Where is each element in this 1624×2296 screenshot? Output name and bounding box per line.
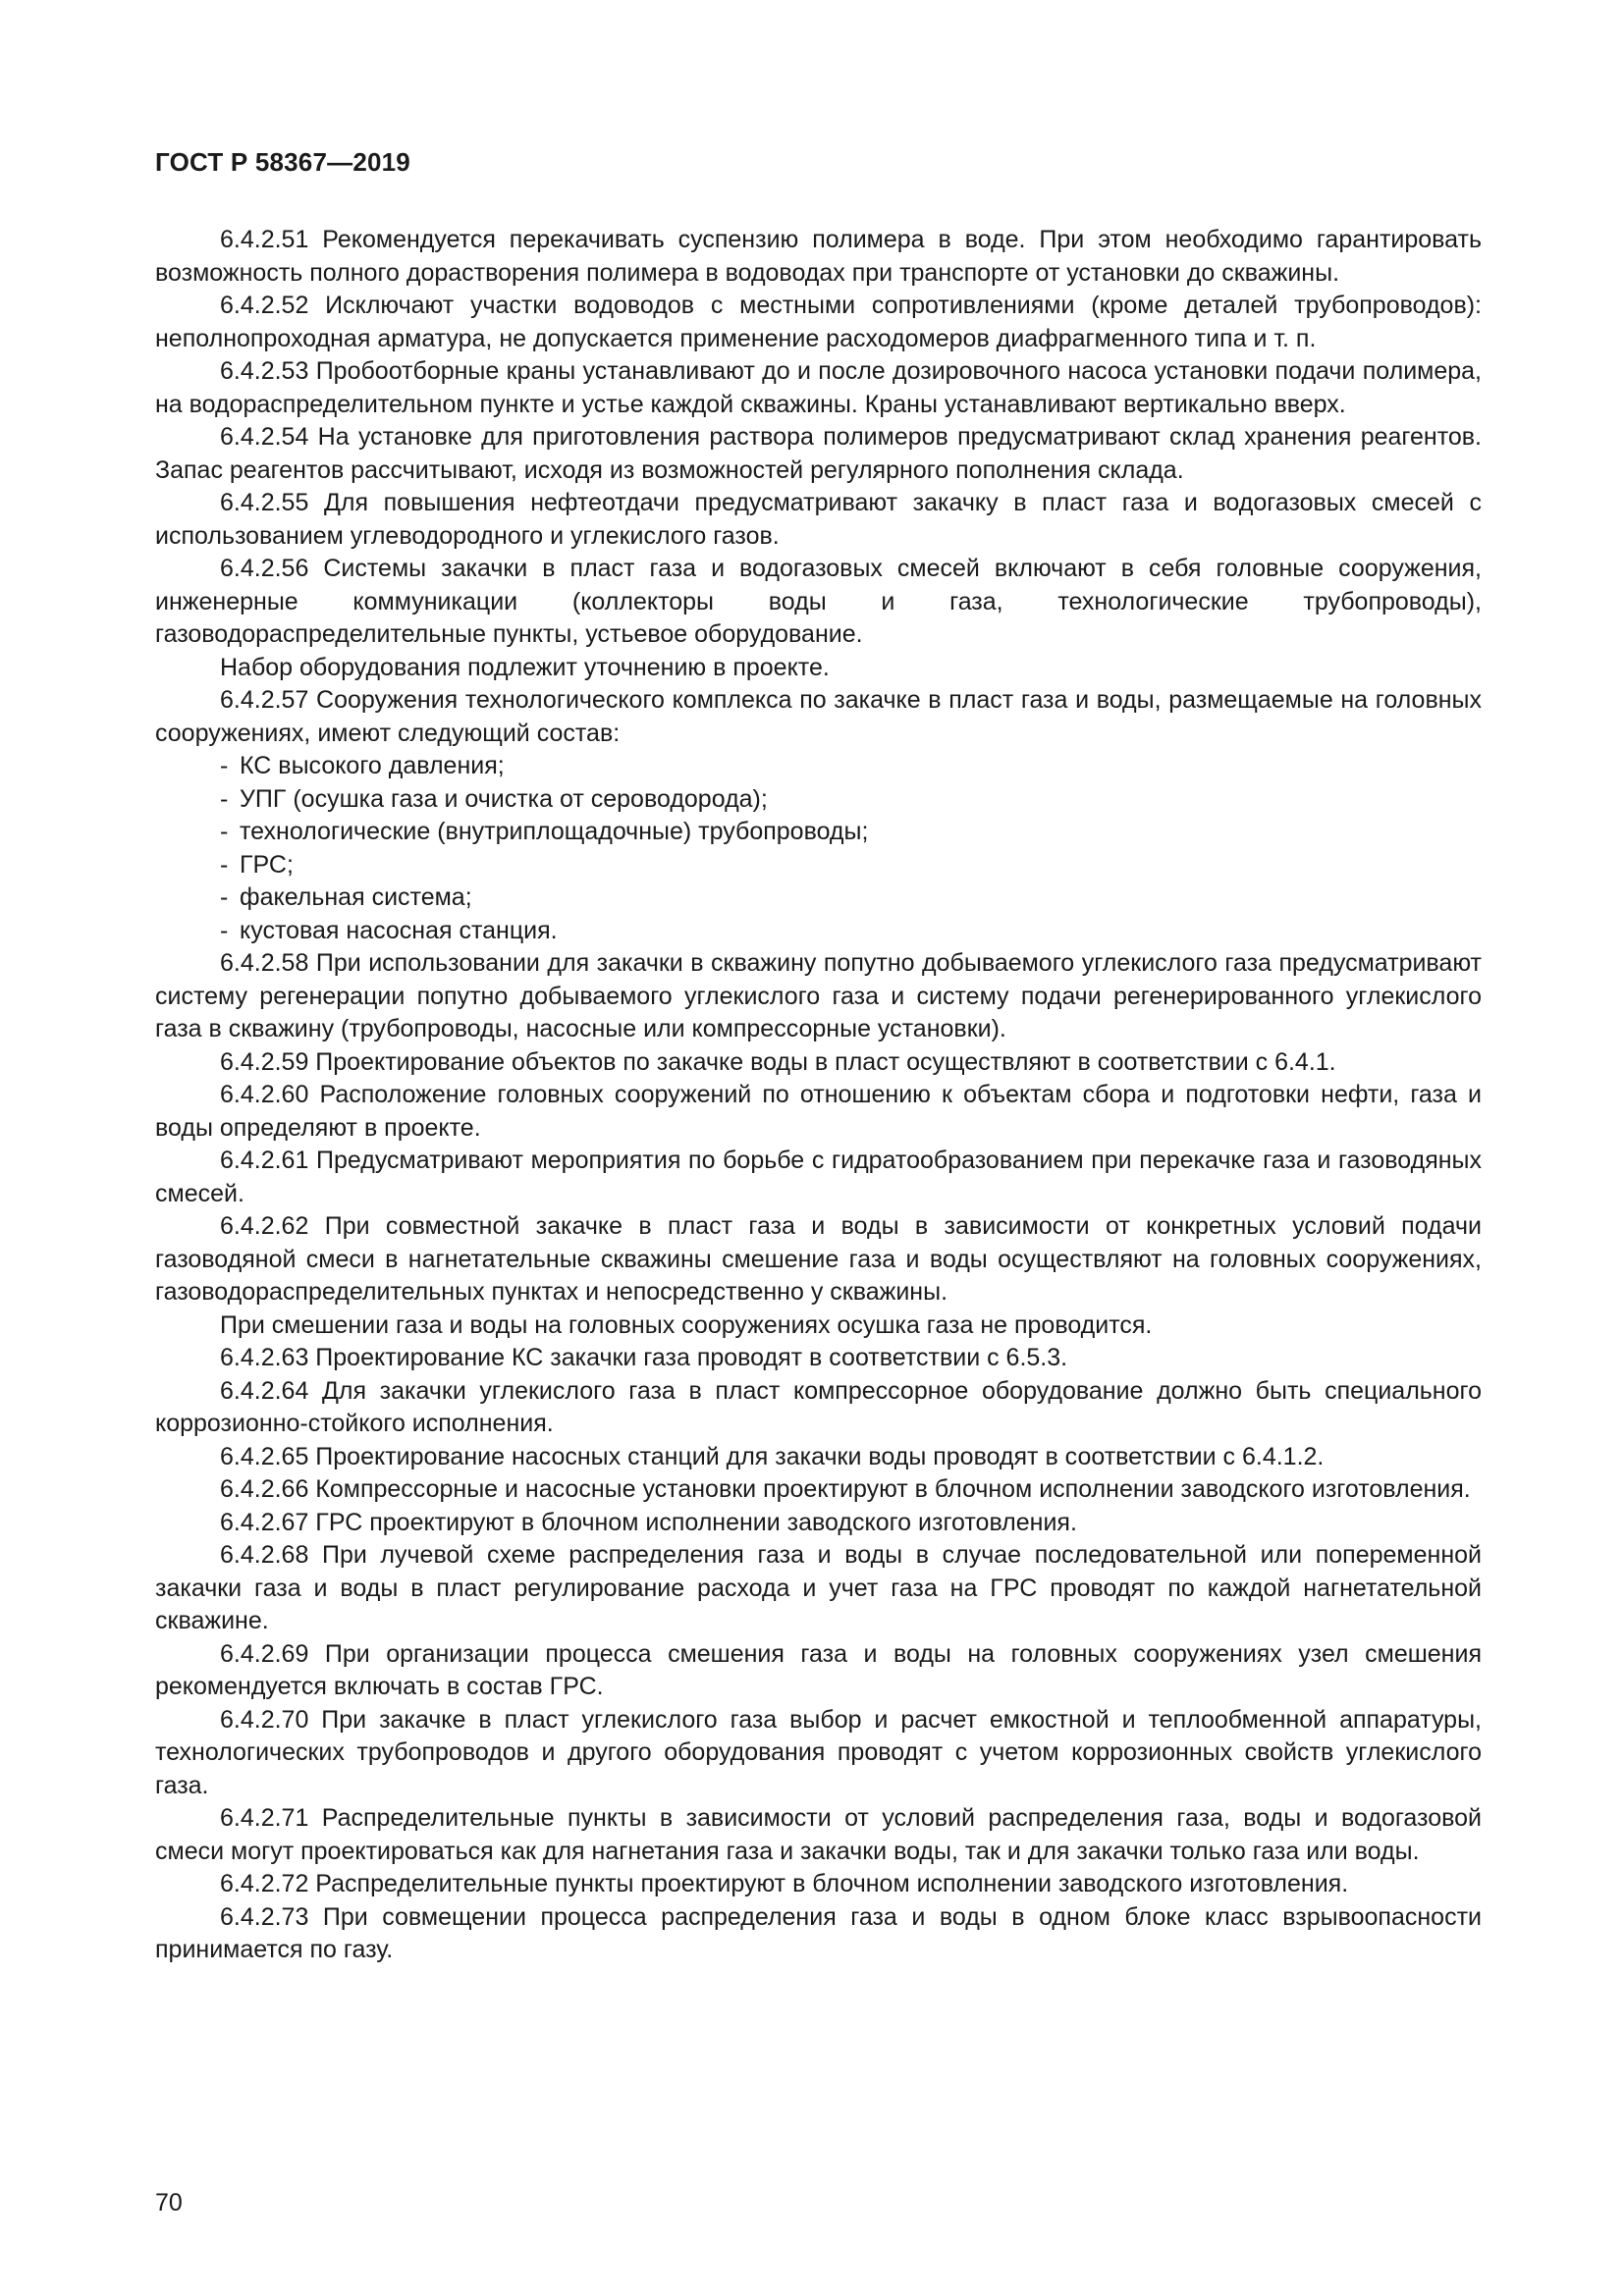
paragraph-6-4-2-53: 6.4.2.53 Пробоотборные краны устанавливают до и после дозировочного насоса установки подачи полимера, на водораспределительном пункте и устье каждой скважины. Краны устанавливают вертикально вверх.: [155, 357, 1482, 418]
document-header-title: ГОСТ Р 58367—2019: [155, 147, 410, 177]
paragraph-6-4-2-51: 6.4.2.51 Рекомендуется перекачивать суспензию полимера в воде. При этом необходимо гарантировать возможность полного дорастворения полимера в водоводах при транспорте от установки до скважины.: [155, 226, 1482, 287]
paragraph-6-4-2-64: 6.4.2.64 Для закачки углекислого газа в пласт компрессорное оборудование должно быть специального коррозионно-стойкого исполнения.: [155, 1376, 1482, 1437]
paragraph-6-4-2-61: 6.4.2.61 Предусматривают мероприятия по борьбе с гидратообразованием при перекачке газа и газоводяных смесей.: [155, 1147, 1482, 1207]
paragraph-6-4-2-73: 6.4.2.73 При совмещении процесса распределения газа и воды в одном блоке класс взрывоопасности принимается по газу.: [155, 1902, 1482, 1963]
paragraph-6-4-2-52: 6.4.2.52 Исключают участки водоводов с местными сопротивлениями (кроме деталей трубопроводов): неполнопроходная арматура, не допускается применение расходомеров диафрагменного типа и т. п.: [155, 292, 1482, 352]
paragraph-6-4-2-60: 6.4.2.60 Расположение головных сооружений по отношению к объектам сбора и подготовки нефти, газа и воды определяют в проекте.: [155, 1081, 1482, 1142]
paragraph-6-4-2-72: 6.4.2.72 Распределительные пункты проектируют в блочном исполнении заводского изготовления.: [220, 1870, 1349, 1897]
paragraph-6-4-2-71: 6.4.2.71 Распределительные пункты в зависимости от условий распределения газа, воды и водогазовой смеси могут проектироваться как для нагнетания газа и закачки воды, так и для закачки только газа или воды.: [155, 1804, 1482, 1865]
paragraph-6-4-2-57: 6.4.2.57 Сооружения технологического комплекса по закачке в пласт газа и воды, размещаемые на головных сооружениях, имеют следующий состав:: [155, 686, 1482, 747]
list-item: - технологические (внутриплощадочные) трубопроводы;: [220, 816, 1482, 849]
paragraph-6-4-2-59: 6.4.2.59 Проектирование объектов по закачке воды в пласт осуществляют в соответствии с 6.4.1.: [220, 1047, 1336, 1076]
list-item: - кустовая насосная станция.: [220, 915, 1482, 948]
paragraph-6-4-2-62: 6.4.2.62 При совместной закачке в пласт газа и воды в зависимости от конкретных условий подачи газоводяной смеси в нагнетательные скважины смешение газа и воды осуществляют на головных сооружениях, газоводораспределительных пунктах и непосредственно у скважины.: [155, 1212, 1482, 1306]
list-item: - факельная система;: [220, 881, 1482, 915]
page-number: 70: [155, 2189, 183, 2216]
list-item: - УПГ (осушка газа и очистка от сероводорода);: [220, 783, 1482, 817]
paragraph-equipment-note: Набор оборудования подлежит уточнению в проекте.: [220, 653, 830, 681]
paragraph-6-4-2-56: 6.4.2.56 Системы закачки в пласт газа и водогазовых смесей включают в себя головные сооружения, инженерные коммуникации (коллекторы воды и газа, технологические трубопроводы), газоводораспределительные пункты, устьевое оборудование.: [155, 555, 1482, 648]
document-body: [155, 224, 1482, 1967]
paragraph-6-4-2-70: 6.4.2.70 При закачке в пласт углекислого газа выбор и расчет емкостной и теплообменной аппаратуры, технологических трубопроводов и другого оборудования проводят с учетом коррозионных свойств углекислого газа.: [155, 1705, 1482, 1799]
list-item: - КС высокого давления;: [220, 750, 1482, 783]
paragraph-mixing-note: При смешении газа и воды на головных сооружениях осушка газа не проводится.: [220, 1310, 1153, 1339]
composition-list: [155, 750, 1482, 947]
paragraph-6-4-2-68: 6.4.2.68 При лучевой схеме распределения газа и воды в случае последовательной или попеременной закачки газа и воды в пласт регулирование расхода и учет газа на ГРС проводят по каждой нагнетательной скважине.: [155, 1541, 1482, 1634]
paragraph-6-4-2-58: 6.4.2.58 При использовании для закачки в скважину попутно добываемого углекислого газа предусматривают систему регенерации попутно добываемого углекислого газа и систему подачи регенерированного углекислого газа в скважину (трубопроводы, насосные или компрессорные установки).: [155, 949, 1482, 1042]
paragraph-6-4-2-69: 6.4.2.69 При организации процесса смешения газа и воды на головных сооружениях узел смешения рекомендуется включать в состав ГРС.: [155, 1639, 1482, 1700]
paragraph-6-4-2-63: 6.4.2.63 Проектирование КС закачки газа проводят в соответствии с 6.5.3.: [220, 1344, 1068, 1371]
paragraph-6-4-2-67: 6.4.2.67 ГРС проектируют в блочном исполнении заводского изготовления.: [220, 1508, 1077, 1536]
list-item: - ГРС;: [220, 849, 1482, 882]
paragraph-6-4-2-65: 6.4.2.65 Проектирование насосных станций для закачки воды проводят в соответствии с 6.4.1.2.: [220, 1442, 1325, 1470]
paragraph-6-4-2-54: 6.4.2.54 На установке для приготовления раствора полимеров предусматривают склад хранения реагентов. Запас реагентов рассчитывают, исходя из возможностей регулярного пополнения склада.: [155, 423, 1482, 484]
paragraph-6-4-2-66: 6.4.2.66 Компрессорные и насосные установки проектируют в блочном исполнении заводского изготовления.: [220, 1475, 1471, 1503]
paragraph-6-4-2-55: 6.4.2.55 Для повышения нефтеотдачи предусматривают закачку в пласт газа и водогазовых смесей с использованием углеводородного и углекислого газов.: [155, 489, 1482, 550]
